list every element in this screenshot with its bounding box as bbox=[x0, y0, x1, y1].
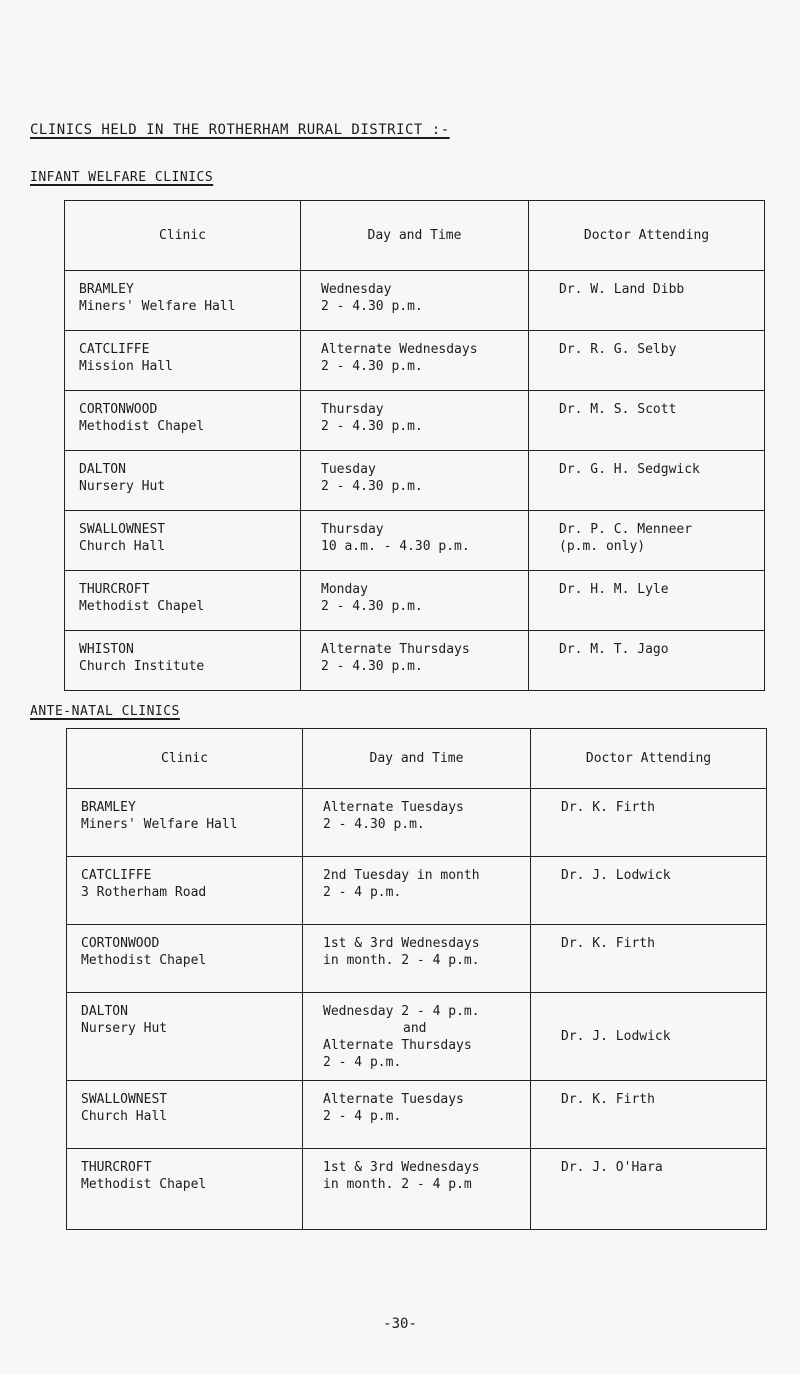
day-line: 2nd Tuesday in month bbox=[323, 868, 480, 883]
doctor-name: Dr. J. Lodwick bbox=[561, 868, 671, 883]
doctor-cell bbox=[531, 925, 767, 993]
clinic-cell bbox=[67, 925, 303, 993]
doctor-cell bbox=[529, 511, 765, 571]
clinic-name: SWALLOWNEST bbox=[81, 1092, 168, 1107]
day-time-cell bbox=[301, 271, 529, 331]
clinic-cell bbox=[65, 271, 301, 331]
doctor-name: Dr. G. H. Sedgwick bbox=[559, 462, 700, 477]
day-line: Alternate Thursdays bbox=[323, 1038, 472, 1053]
clinic-cell bbox=[65, 331, 301, 391]
clinic-name: CATCLIFFE bbox=[81, 868, 152, 883]
day-time-cell bbox=[303, 993, 531, 1081]
infant-welfare-clinics-table bbox=[64, 200, 765, 691]
doctor-cell bbox=[529, 331, 765, 391]
day-line: Alternate Wednesdays bbox=[321, 342, 478, 357]
table-row bbox=[65, 571, 765, 631]
table-row bbox=[67, 789, 767, 857]
day-time-cell bbox=[303, 1149, 531, 1230]
clinic-name: DALTON bbox=[81, 1004, 128, 1019]
ante-natal-section-title: ANTE-NATAL CLINICS bbox=[30, 704, 180, 719]
day-time-cell bbox=[301, 571, 529, 631]
clinic-cell bbox=[67, 1149, 303, 1230]
clinic-venue: Church Hall bbox=[81, 1109, 168, 1124]
doctor-cell bbox=[531, 857, 767, 925]
day-line: Wednesday 2 - 4 p.m. bbox=[323, 1004, 480, 1019]
doctor-name: Dr. M. S. Scott bbox=[559, 402, 677, 417]
doctor-name: Dr. M. T. Jago bbox=[559, 642, 669, 657]
doctor-cell bbox=[529, 451, 765, 511]
clinic-venue: Methodist Chapel bbox=[81, 953, 207, 968]
day-line: Alternate Thursdays bbox=[321, 642, 470, 657]
table-row bbox=[67, 1081, 767, 1149]
doctor-cell bbox=[531, 993, 767, 1081]
table-header-row bbox=[67, 729, 767, 789]
column-header-clinic: Clinic bbox=[65, 201, 301, 271]
day-time-cell bbox=[301, 391, 529, 451]
clinic-venue: 3 Rotherham Road bbox=[81, 885, 207, 900]
doctor-name: Dr. K. Firth bbox=[561, 800, 655, 815]
doctor-cell bbox=[531, 789, 767, 857]
clinic-cell bbox=[67, 993, 303, 1081]
clinic-venue: Nursery Hut bbox=[81, 1021, 168, 1036]
day-line: Tuesday bbox=[321, 462, 376, 477]
time-line: 2 - 4.30 p.m. bbox=[321, 659, 423, 674]
clinic-venue: Miners' Welfare Hall bbox=[81, 817, 238, 832]
doctor-name: Dr. J. O'Hara bbox=[561, 1160, 663, 1175]
day-time-cell bbox=[301, 511, 529, 571]
table-header-row bbox=[65, 201, 765, 271]
clinic-name: DALTON bbox=[79, 462, 126, 477]
column-header-day-and-time: Day and Time bbox=[303, 729, 531, 789]
clinic-venue: Methodist Chapel bbox=[81, 1177, 207, 1192]
time-line: 2 - 4.30 p.m. bbox=[321, 359, 423, 374]
time-line: 2 - 4 p.m. bbox=[323, 885, 402, 900]
table-row bbox=[65, 631, 765, 691]
clinic-name: CORTONWOOD bbox=[79, 402, 158, 417]
day-time-cell bbox=[303, 1081, 531, 1149]
doctor-cell bbox=[529, 571, 765, 631]
doctor-cell bbox=[531, 1081, 767, 1149]
day-time-cell bbox=[303, 925, 531, 993]
clinic-cell bbox=[67, 857, 303, 925]
doctor-name: Dr. K. Firth bbox=[561, 936, 655, 951]
day-line: 1st & 3rd Wednesdays bbox=[323, 936, 480, 951]
doctor-name: Dr. K. Firth bbox=[561, 1092, 655, 1107]
clinic-venue: Church Institute bbox=[79, 659, 205, 674]
page-number: -30- bbox=[383, 1316, 417, 1332]
time-line: 2 - 4.30 p.m. bbox=[321, 599, 423, 614]
time-line: 2 - 4.30 p.m. bbox=[321, 299, 423, 314]
doctor-cell bbox=[529, 391, 765, 451]
clinic-cell bbox=[67, 1081, 303, 1149]
day-line: and bbox=[403, 1021, 427, 1036]
doctor-name: Dr. J. Lodwick bbox=[561, 1029, 671, 1044]
time-line: in month. 2 - 4 p.m. bbox=[323, 953, 480, 968]
clinic-venue: Miners' Welfare Hall bbox=[79, 299, 236, 314]
clinic-venue: Methodist Chapel bbox=[79, 419, 205, 434]
day-time-cell bbox=[301, 451, 529, 511]
doctor-cell bbox=[531, 1149, 767, 1230]
infant-welfare-section-title: INFANT WELFARE CLINICS bbox=[30, 170, 214, 185]
clinic-cell bbox=[65, 571, 301, 631]
page-title: CLINICS HELD IN THE ROTHERHAM RURAL DISTRICT :- bbox=[30, 122, 450, 138]
clinic-venue: Nursery Hut bbox=[79, 479, 166, 494]
day-line: 1st & 3rd Wednesdays bbox=[323, 1160, 480, 1175]
day-time-cell bbox=[303, 789, 531, 857]
day-line: Thursday bbox=[321, 402, 384, 417]
clinic-name: BRAMLEY bbox=[79, 282, 134, 297]
clinic-name: THURCROFT bbox=[81, 1160, 152, 1175]
table-row bbox=[65, 271, 765, 331]
doctor-name: Dr. R. G. Selby bbox=[559, 342, 677, 357]
clinic-name: CORTONWOOD bbox=[81, 936, 160, 951]
clinic-cell bbox=[67, 789, 303, 857]
time-line: 2 - 4.30 p.m. bbox=[323, 817, 425, 832]
column-header-clinic: Clinic bbox=[67, 729, 303, 789]
column-header-doctor-attending: Doctor Attending bbox=[529, 201, 765, 271]
doctor-note: (p.m. only) bbox=[559, 539, 646, 554]
day-line: Wednesday bbox=[321, 282, 392, 297]
time-line: 2 - 4 p.m. bbox=[323, 1109, 402, 1124]
time-line: in month. 2 - 4 p.m bbox=[323, 1177, 472, 1192]
doctor-name: Dr. W. Land Dibb bbox=[559, 282, 685, 297]
day-line: Monday bbox=[321, 582, 368, 597]
table-row bbox=[67, 1149, 767, 1230]
table-row bbox=[67, 993, 767, 1081]
column-header-doctor-attending: Doctor Attending bbox=[531, 729, 767, 789]
table-row bbox=[65, 451, 765, 511]
day-time-cell bbox=[303, 857, 531, 925]
table-row bbox=[65, 511, 765, 571]
table-row bbox=[65, 391, 765, 451]
doctor-cell bbox=[529, 271, 765, 331]
doctor-cell bbox=[529, 631, 765, 691]
clinic-name: BRAMLEY bbox=[81, 800, 136, 815]
clinic-name: THURCROFT bbox=[79, 582, 150, 597]
clinic-venue: Church Hall bbox=[79, 539, 166, 554]
column-header-day-and-time: Day and Time bbox=[301, 201, 529, 271]
day-line: Alternate Tuesdays bbox=[323, 800, 464, 815]
clinic-name: WHISTON bbox=[79, 642, 134, 657]
clinic-name: SWALLOWNEST bbox=[79, 522, 166, 537]
day-time-cell bbox=[301, 331, 529, 391]
time-line: 2 - 4.30 p.m. bbox=[321, 419, 423, 434]
table-row bbox=[67, 857, 767, 925]
clinic-cell bbox=[65, 511, 301, 571]
day-line: Alternate Tuesdays bbox=[323, 1092, 464, 1107]
ante-natal-clinics-table bbox=[66, 728, 767, 1230]
table-row bbox=[65, 331, 765, 391]
clinic-venue: Methodist Chapel bbox=[79, 599, 205, 614]
day-time-cell bbox=[301, 631, 529, 691]
time-line: 2 - 4.30 p.m. bbox=[321, 479, 423, 494]
clinic-name: CATCLIFFE bbox=[79, 342, 150, 357]
clinic-venue: Mission Hall bbox=[79, 359, 173, 374]
time-line: 2 - 4 p.m. bbox=[323, 1055, 402, 1070]
clinic-cell bbox=[65, 631, 301, 691]
doctor-name: Dr. H. M. Lyle bbox=[559, 582, 669, 597]
doctor-name: Dr. P. C. Menneer bbox=[559, 522, 693, 537]
table-row bbox=[67, 925, 767, 993]
clinic-cell bbox=[65, 451, 301, 511]
clinic-cell bbox=[65, 391, 301, 451]
day-line: Thursday bbox=[321, 522, 384, 537]
time-line: 10 a.m. - 4.30 p.m. bbox=[321, 539, 470, 554]
